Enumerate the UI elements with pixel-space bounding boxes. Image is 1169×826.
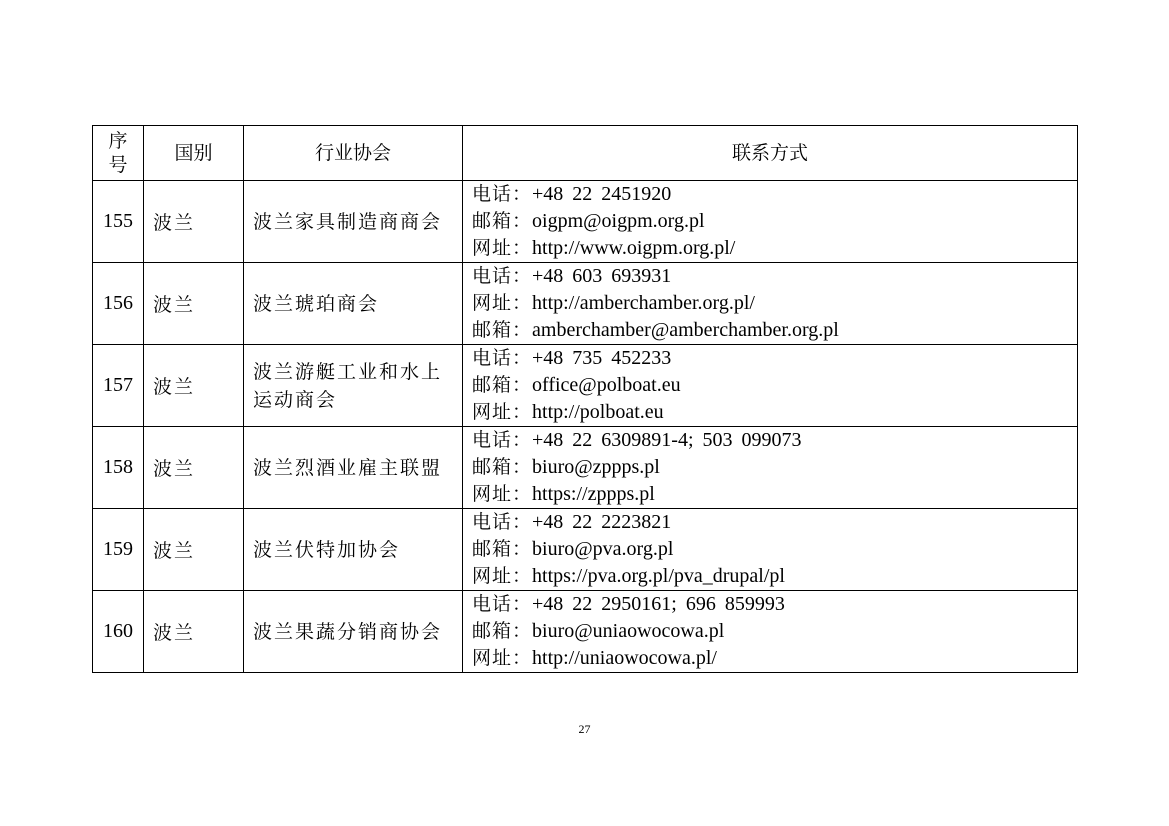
header-association: 行业协会 xyxy=(244,126,463,181)
table-row xyxy=(93,263,1078,345)
contact-line xyxy=(472,509,1077,536)
contact-label: 电话： xyxy=(472,347,533,369)
association-table xyxy=(92,125,1078,673)
contact-line xyxy=(472,372,1077,399)
table-row xyxy=(93,181,1078,263)
header-country: 国别 xyxy=(144,126,244,181)
contact-value: +48 735 452233 xyxy=(532,347,672,369)
contact-value: +48 22 6309891-4; 503 099073 xyxy=(532,429,802,451)
contact-label: 电话： xyxy=(472,265,533,287)
contact-value: http://amberchamber.org.pl/ xyxy=(532,292,755,314)
row-contact-info xyxy=(463,263,1078,345)
contact-label: 邮箱： xyxy=(472,456,533,478)
contact-label: 网址： xyxy=(472,237,533,259)
contact-value: biuro@pva.org.pl xyxy=(532,538,674,560)
row-seq-number: 156 xyxy=(93,263,144,345)
contact-value: biuro@uniaowocowa.pl xyxy=(532,620,725,642)
contact-line xyxy=(472,454,1077,481)
contact-label: 邮箱： xyxy=(472,538,533,560)
contact-value: +48 22 2451920 xyxy=(532,183,672,205)
contact-value: amberchamber@amberchamber.org.pl xyxy=(532,319,839,341)
contact-value: oigpm@oigpm.org.pl xyxy=(532,210,705,232)
table-row xyxy=(93,509,1078,591)
row-country: 波兰 xyxy=(144,181,244,263)
contact-line xyxy=(472,645,1077,672)
row-contact-info xyxy=(463,181,1078,263)
row-seq-number: 159 xyxy=(93,509,144,591)
row-contact-info xyxy=(463,509,1078,591)
contact-line xyxy=(472,563,1077,590)
table-row xyxy=(93,345,1078,427)
row-country: 波兰 xyxy=(144,263,244,345)
contact-line xyxy=(472,427,1077,454)
contact-label: 网址： xyxy=(472,483,533,505)
contact-label: 网址： xyxy=(472,565,533,587)
row-contact-info xyxy=(463,345,1078,427)
table-row xyxy=(93,427,1078,509)
contact-value: https://pva.org.pl/pva_drupal/pl xyxy=(532,565,785,587)
row-association: 波兰游艇工业和水上运动商会 xyxy=(244,345,463,427)
row-association: 波兰琥珀商会 xyxy=(244,263,463,345)
contact-value: office@polboat.eu xyxy=(532,374,681,396)
contact-value: +48 603 693931 xyxy=(532,265,672,287)
contact-value: biuro@zppps.pl xyxy=(532,456,660,478)
contact-line xyxy=(472,290,1077,317)
contact-label: 电话： xyxy=(472,593,533,615)
contact-label: 电话： xyxy=(472,429,533,451)
contact-label: 电话： xyxy=(472,511,533,533)
row-contact-info xyxy=(463,591,1078,673)
contact-label: 邮箱： xyxy=(472,210,533,232)
header-contact: 联系方式 xyxy=(463,126,1078,181)
contact-label: 网址： xyxy=(472,401,533,423)
contact-line xyxy=(472,235,1077,262)
row-association: 波兰家具制造商商会 xyxy=(244,181,463,263)
contact-value: http://polboat.eu xyxy=(532,401,664,423)
row-association: 波兰烈酒业雇主联盟 xyxy=(244,427,463,509)
contact-line xyxy=(472,536,1077,563)
contact-label: 邮箱： xyxy=(472,620,533,642)
contact-label: 邮箱： xyxy=(472,374,533,396)
contact-line xyxy=(472,481,1077,508)
contact-line xyxy=(472,317,1077,344)
contact-label: 网址： xyxy=(472,647,533,669)
contact-line xyxy=(472,345,1077,372)
contact-line xyxy=(472,591,1077,618)
row-country: 波兰 xyxy=(144,591,244,673)
row-seq-number: 155 xyxy=(93,181,144,263)
header-seq xyxy=(93,126,144,181)
contact-value: http://www.oigpm.org.pl/ xyxy=(532,237,736,259)
header-seq-bottom: 号 xyxy=(108,154,128,176)
table-body xyxy=(93,181,1078,673)
row-country: 波兰 xyxy=(144,345,244,427)
contact-label: 电话： xyxy=(472,183,533,205)
contact-value: http://uniaowocowa.pl/ xyxy=(532,647,717,669)
table-header-row xyxy=(93,126,1078,181)
row-seq-number: 158 xyxy=(93,427,144,509)
contact-line xyxy=(472,263,1077,290)
header-seq-top: 序 xyxy=(108,130,128,152)
contact-line xyxy=(472,208,1077,235)
page-number: 27 xyxy=(578,722,591,736)
row-country: 波兰 xyxy=(144,427,244,509)
contact-line xyxy=(472,399,1077,426)
row-seq-number: 157 xyxy=(93,345,144,427)
contact-line xyxy=(472,181,1077,208)
table-row xyxy=(93,591,1078,673)
row-seq-number: 160 xyxy=(93,591,144,673)
row-association: 波兰伏特加协会 xyxy=(244,509,463,591)
row-country: 波兰 xyxy=(144,509,244,591)
contact-value: +48 22 2223821 xyxy=(532,511,672,533)
row-contact-info xyxy=(463,427,1078,509)
contact-line xyxy=(472,618,1077,645)
contact-value: https://zppps.pl xyxy=(532,483,655,505)
row-association: 波兰果蔬分销商协会 xyxy=(244,591,463,673)
contact-value: +48 22 2950161; 696 859993 xyxy=(532,593,785,615)
contact-label: 网址： xyxy=(472,292,533,314)
contact-label: 邮箱： xyxy=(472,319,533,341)
